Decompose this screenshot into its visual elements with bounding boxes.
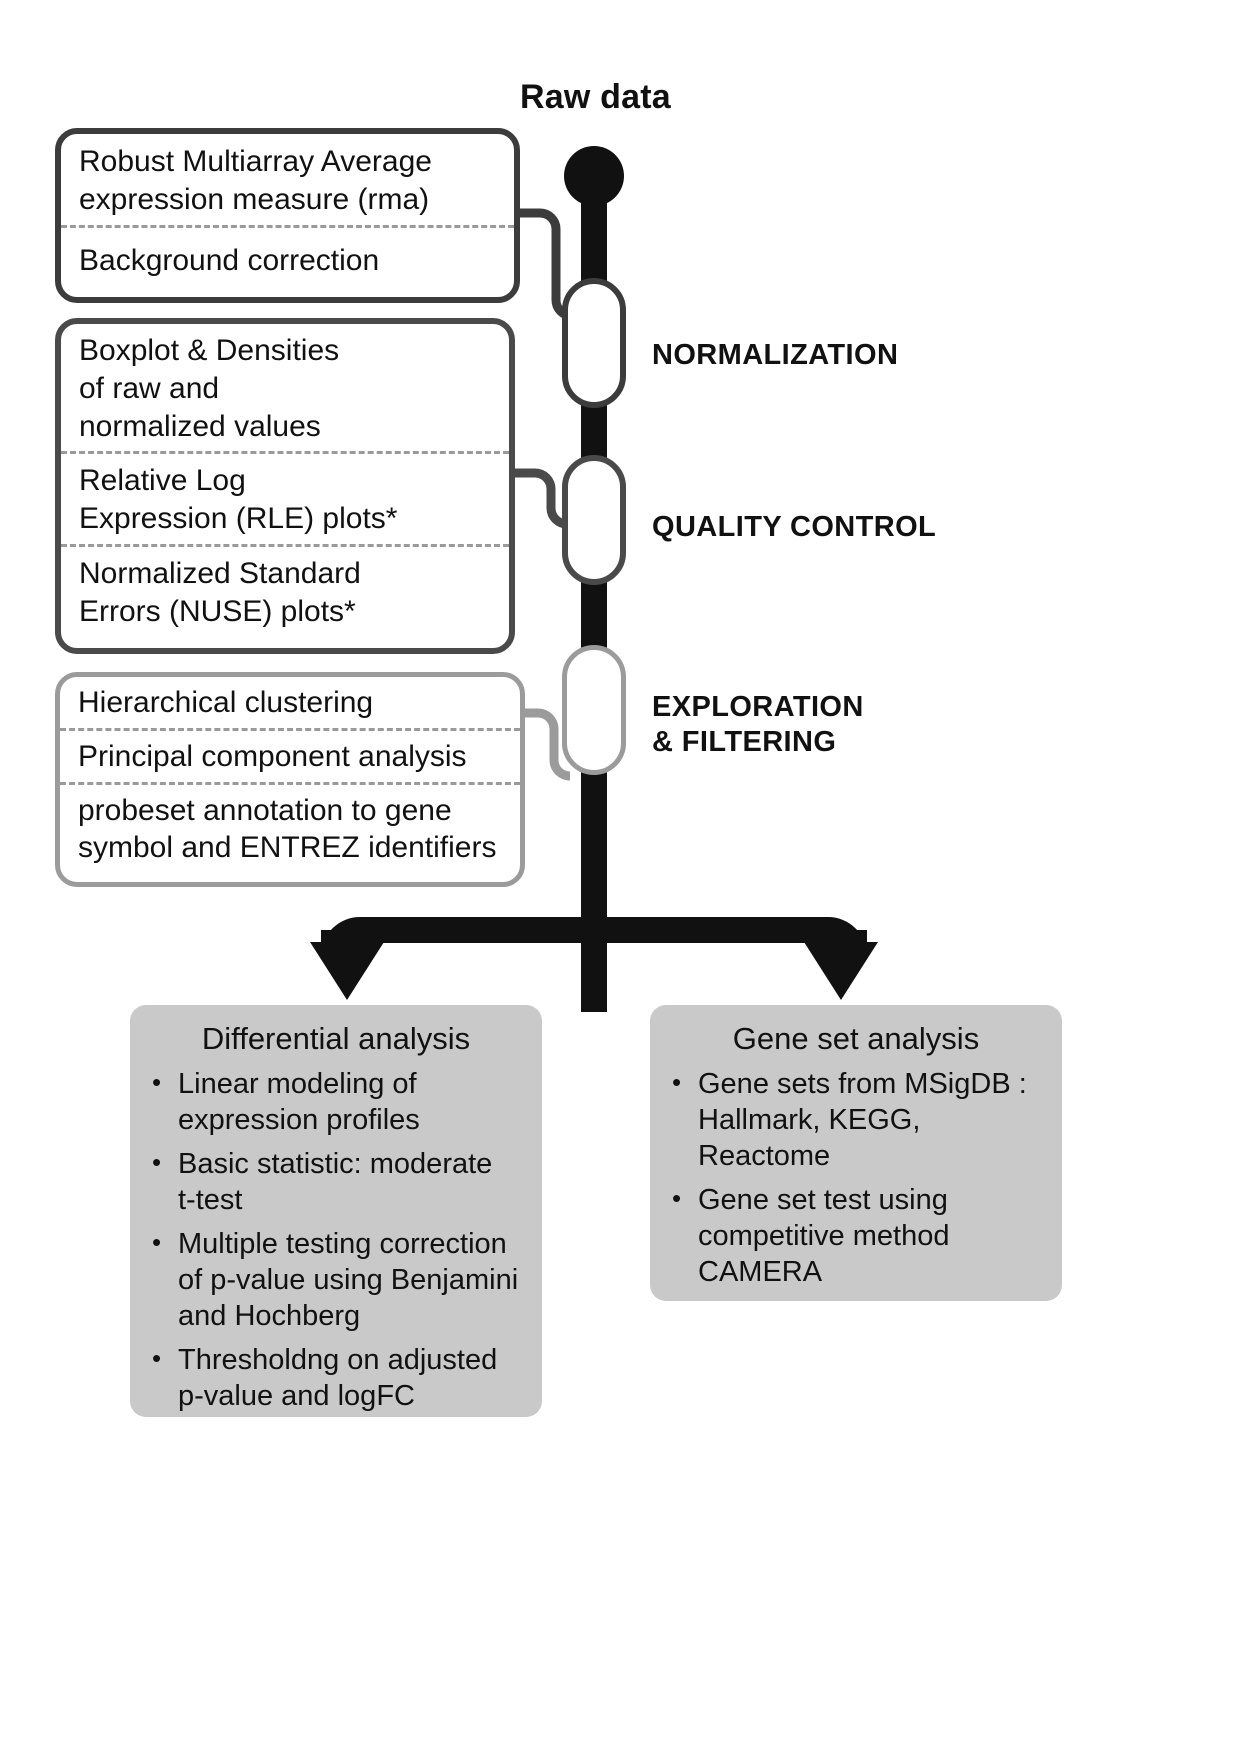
- list-item: • Linear modeling of expression profiles: [148, 1067, 524, 1139]
- arrowhead-right: [804, 942, 878, 1000]
- stage-label-exploration: EXPLORATION & FILTERING: [652, 691, 864, 759]
- panel-normalization-step-1: Robust Multiarray Average expression measure (rma): [79, 145, 432, 216]
- gene-set-analysis-list: [668, 1067, 1044, 1291]
- stage-node-normalization: [562, 278, 626, 408]
- result-box-differential-analysis: [130, 1005, 542, 1417]
- stage-node-quality-control: [562, 455, 626, 585]
- list-item: • Gene set test using competitive method CAMERA: [668, 1183, 1044, 1291]
- panel-quality-control-step-1: Boxplot & Densities of raw and normalized values: [79, 334, 340, 443]
- list-item: • Multiple testing correction of p-value using Benjamini and Hochberg: [148, 1227, 524, 1335]
- panel-normalization: [55, 128, 520, 303]
- list-item: • Gene sets from MSigDB : Hallmark, KEGG, Reactome: [668, 1067, 1044, 1175]
- panel-exploration-step-3: probeset annotation to gene symbol and ENTREZ identifiers: [60, 782, 520, 874]
- list-item: • Thresholdng on adjusted p-value and logFC: [148, 1343, 524, 1415]
- connector-quality-control: [512, 473, 567, 524]
- panel-quality-control-step-2: Relative Log Expression (RLE) plots*: [61, 451, 509, 544]
- panel-normalization-step-2: Background correction: [61, 225, 514, 286]
- panel-exploration-step-2: Principal component analysis: [60, 728, 520, 782]
- gene-set-analysis-title: Gene set analysis: [732, 1021, 980, 1056]
- panel-exploration-filtering: [55, 672, 525, 887]
- differential-analysis-title: Differential analysis: [201, 1021, 471, 1056]
- stage-node-exploration: [562, 645, 626, 775]
- stage-label-normalization: NORMALIZATION: [652, 339, 899, 371]
- result-box-gene-set-analysis: [650, 1005, 1062, 1301]
- list-item: • Basic statistic: moderate t-test: [148, 1147, 524, 1219]
- panel-quality-control: [55, 318, 515, 654]
- differential-analysis-list: [148, 1067, 524, 1415]
- raw-data-title: Raw data: [520, 78, 671, 116]
- stage-label-quality-control: QUALITY CONTROL: [652, 511, 937, 543]
- panel-quality-control-step-3: Normalized Standard Errors (NUSE) plots*: [61, 544, 509, 637]
- panel-exploration-step-1: Hierarchical clustering: [78, 686, 374, 719]
- arrowhead-left: [310, 942, 384, 1000]
